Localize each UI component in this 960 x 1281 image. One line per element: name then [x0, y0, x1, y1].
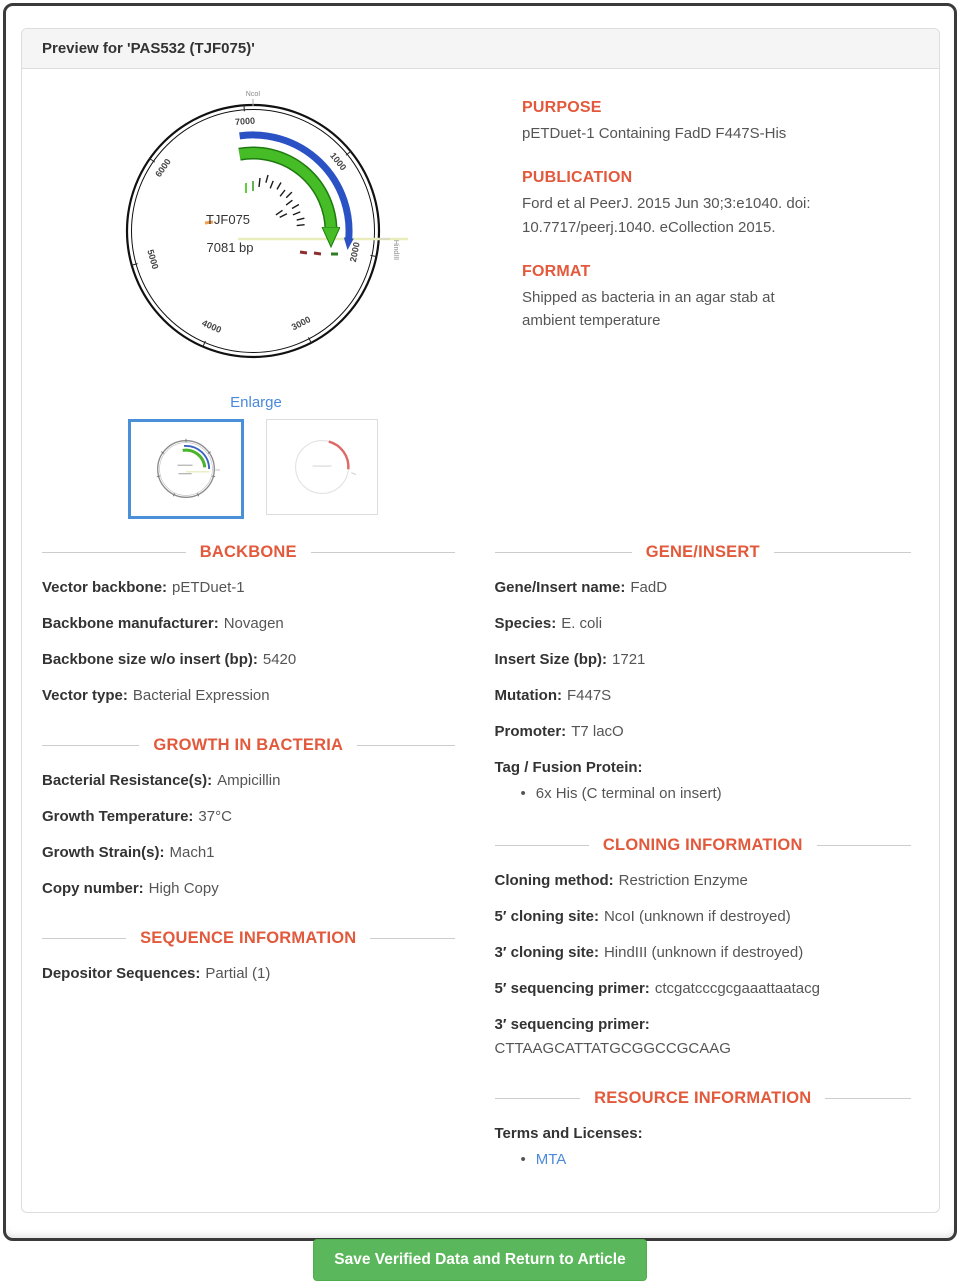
map-thumbnails	[128, 419, 494, 519]
field-label: 3′ cloning site:	[494, 943, 599, 961]
bp-label-1000: 1000	[328, 150, 349, 173]
backbone-heading: BACKBONE	[42, 543, 455, 562]
plasmid-map-column	[42, 87, 494, 519]
mta-link[interactable]: MTA	[535, 1150, 567, 1168]
list-item	[521, 783, 912, 806]
publication-heading: PUBLICATION	[522, 169, 633, 187]
right-column	[481, 533, 920, 1186]
bp-label-6000: 6000	[153, 156, 173, 179]
terms-row	[495, 1123, 912, 1172]
field-value: 1721	[612, 651, 646, 668]
field-label: Species:	[494, 615, 557, 632]
field-label: Bacterial Resistance(s):	[42, 772, 213, 789]
field-value: pETDuet-1	[172, 579, 245, 596]
field-row	[495, 577, 912, 598]
field-value: High Copy	[148, 880, 219, 897]
field-row	[42, 577, 455, 598]
field-label: 3′ sequencing primer:	[494, 1015, 650, 1033]
hindiii-site-label: HindIII	[392, 239, 399, 261]
field-row	[495, 1014, 912, 1059]
field-label: Gene/Insert name:	[494, 579, 626, 596]
field-label: Vector backbone:	[42, 579, 168, 596]
bp-label-3000: 3000	[289, 314, 313, 333]
bp-label-5000: 5000	[145, 248, 161, 271]
top-row	[42, 87, 919, 519]
panel-body	[22, 69, 939, 1212]
field-value: Restriction Enzyme	[618, 871, 748, 889]
page-frame	[3, 3, 957, 1268]
resource-heading: RESOURCE INFORMATION	[495, 1089, 912, 1108]
field-value: Bacterial Expression	[132, 687, 270, 704]
field-label: Promoter:	[494, 723, 567, 740]
plasmid-map	[88, 87, 424, 392]
field-value: Partial (1)	[205, 965, 271, 982]
field-row	[495, 978, 912, 999]
field-row	[42, 806, 455, 827]
field-value: NcoI (unknown if destroyed)	[603, 907, 791, 925]
field-label: Insert Size (bp):	[494, 651, 608, 668]
bp-label-4000: 4000	[200, 317, 223, 335]
overview-column	[494, 87, 919, 519]
field-label: Copy number:	[42, 880, 144, 897]
field-row	[42, 963, 455, 984]
field-row	[42, 878, 455, 899]
field-row	[495, 721, 912, 742]
field-value: CTTAAGCATTATGCGGCCGCAAG	[494, 1039, 731, 1057]
panel-title: Preview for 'PAS532 (TJF075)'	[22, 29, 939, 69]
plasmid-circle-inner	[132, 110, 375, 353]
field-value: Novagen	[223, 615, 284, 632]
field-row	[42, 842, 455, 863]
left-column	[42, 533, 481, 1186]
plasmid-size: 7081 bp	[206, 240, 254, 255]
field-label: Mutation:	[494, 687, 562, 704]
plasmid-map-svg	[88, 87, 424, 387]
field-value: T7 lacO	[571, 723, 624, 740]
gene-insert-heading: GENE/INSERT	[495, 543, 912, 562]
tag-fusion-label: Tag / Fusion Protein:	[494, 759, 643, 776]
purpose-text: pETDuet-1 Containing FadD F447S-His	[522, 125, 787, 142]
ncoi-site-label: NcoI	[245, 91, 261, 98]
field-row	[495, 649, 912, 670]
field-value: Mach1	[169, 844, 215, 861]
enzyme-site-ticks	[259, 175, 305, 226]
field-label: Backbone manufacturer:	[42, 615, 219, 632]
field-label: 5′ cloning site:	[494, 907, 599, 925]
growth-heading: GROWTH IN BACTERIA	[42, 736, 455, 755]
field-row	[42, 770, 455, 791]
field-value: ctcgatcccgcgaaattaatacg	[654, 979, 820, 997]
field-value: E. coli	[561, 615, 603, 632]
terms-list	[495, 1149, 912, 1172]
field-label: Growth Strain(s):	[42, 844, 165, 861]
tag-fusion-list	[495, 783, 912, 806]
field-row	[495, 906, 912, 927]
format-heading: FORMAT	[522, 262, 591, 280]
field-label: 5′ sequencing primer:	[494, 979, 650, 997]
field-value: Ampicillin	[217, 772, 281, 789]
bp-label-2000: 2000	[347, 241, 362, 263]
field-row	[495, 870, 912, 891]
format-text: Shipped as bacteria in an agar stab at ambient temperature	[522, 288, 775, 329]
preview-panel	[21, 28, 940, 1213]
field-value: HindIII (unknown if destroyed)	[603, 943, 804, 961]
publication-block	[522, 169, 919, 239]
field-row	[42, 613, 455, 634]
thumbnail-map-view[interactable]	[128, 419, 244, 519]
field-row	[42, 685, 455, 706]
field-value: 37°C	[198, 808, 232, 825]
field-row	[495, 942, 912, 963]
field-label: Cloning method:	[494, 871, 614, 889]
list-item	[521, 1149, 912, 1172]
purpose-block	[522, 99, 919, 145]
plasmid-circle-outer	[127, 105, 379, 357]
field-row	[495, 613, 912, 634]
sequence-heading: SEQUENCE INFORMATION	[42, 929, 455, 948]
terms-label: Terms and Licenses:	[494, 1124, 643, 1142]
field-label: Backbone size w/o insert (bp):	[42, 651, 258, 668]
thumbnail-sequence-icon	[272, 424, 372, 510]
green-insert-arc	[240, 153, 332, 231]
detail-columns	[42, 533, 919, 1186]
field-row	[42, 649, 455, 670]
tag-fusion-item: 6x His (C terminal on insert)	[535, 785, 722, 802]
field-value: F447S	[566, 687, 612, 704]
save-verified-data-button[interactable]: Save Verified Data and Return to Article	[313, 1239, 646, 1281]
format-block	[522, 263, 919, 333]
publication-text: Ford et al PeerJ. 2015 Jun 30;3:e1040. doi: 10.7717/peerj.1040. eCollection 2015.	[522, 195, 811, 236]
bp-label-7000: 7000	[234, 115, 256, 128]
thumbnail-sequence-view[interactable]	[266, 419, 378, 515]
field-value: 5420	[262, 651, 297, 668]
footer	[6, 1213, 954, 1281]
plasmid-name: TJF075	[205, 212, 251, 227]
field-label: Growth Temperature:	[42, 808, 194, 825]
field-row	[495, 685, 912, 706]
enlarge-link[interactable]: Enlarge	[230, 394, 282, 411]
tag-fusion-row	[495, 757, 912, 806]
field-label: Vector type:	[42, 687, 128, 704]
field-label: Depositor Sequences:	[42, 965, 201, 982]
thumbnail-map-icon	[136, 426, 236, 512]
cloning-heading: CLONING INFORMATION	[495, 836, 912, 855]
purpose-heading: PURPOSE	[522, 99, 602, 116]
field-value: FadD	[630, 579, 668, 596]
